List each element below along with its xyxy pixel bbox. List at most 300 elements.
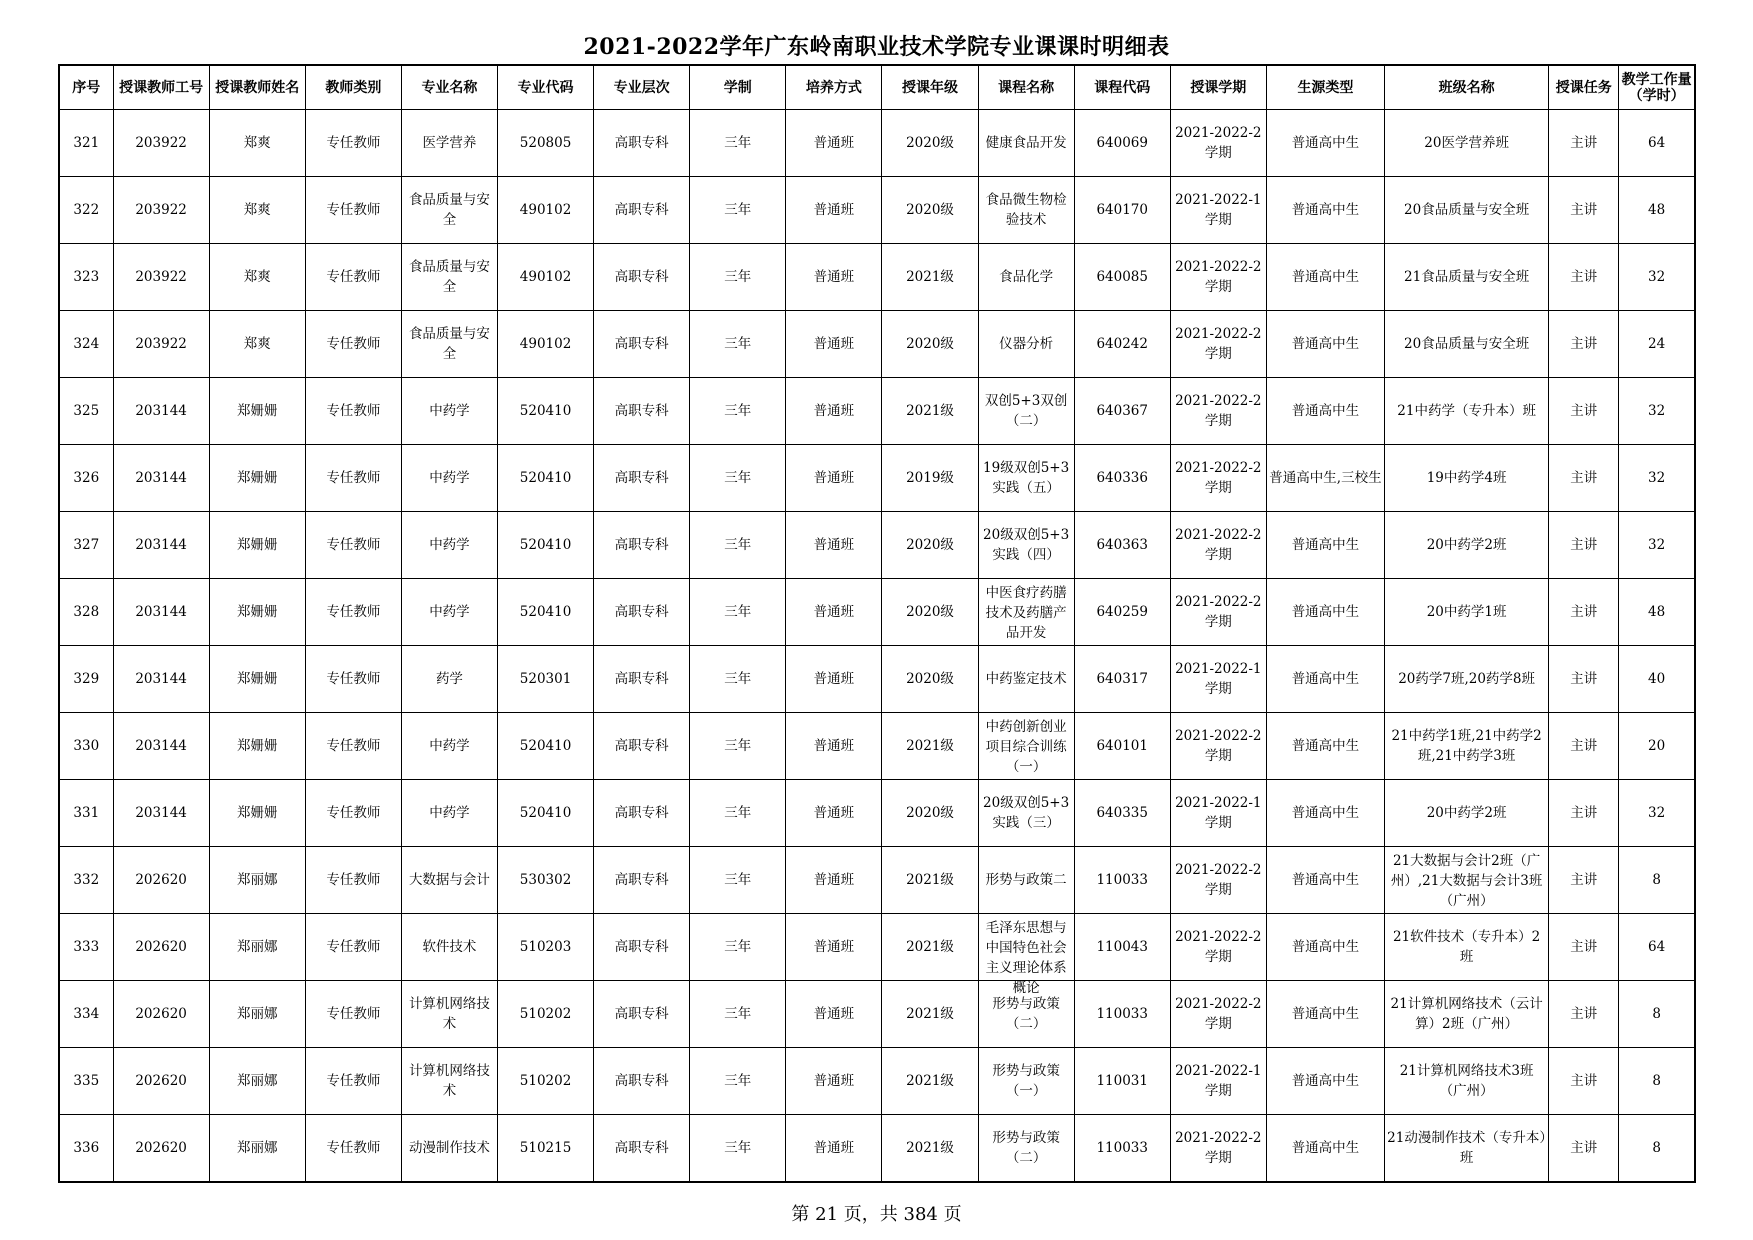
table-cell — [113, 1115, 209, 1183]
cell-text: 中药学 — [429, 604, 470, 620]
cell-text: 普通高中生 — [1291, 1073, 1360, 1089]
table-cell — [1266, 847, 1384, 914]
table-cell — [1385, 780, 1549, 847]
table-cell — [1266, 914, 1384, 981]
table-cell — [594, 1048, 690, 1115]
cell-text: 专任教师 — [326, 135, 381, 151]
cell-text: 普通高中生 — [1291, 604, 1360, 620]
table-row — [59, 914, 1695, 981]
column-header: 培养方式 — [786, 65, 882, 110]
cell-text: 20食品质量与安全班 — [1404, 336, 1530, 352]
table-cell — [978, 713, 1074, 780]
table-cell — [1619, 512, 1695, 579]
cell-text: 2020级 — [906, 805, 954, 821]
cell-text: 普通班 — [813, 403, 855, 419]
table-cell — [305, 311, 401, 378]
cell-text: 640085 — [1096, 269, 1148, 285]
cell-text: 专任教师 — [326, 1006, 381, 1022]
cell-text: 普通班 — [813, 336, 855, 352]
table-cell — [786, 445, 882, 512]
table-cell — [1619, 1048, 1695, 1115]
cell-text: 专任教师 — [326, 939, 381, 955]
cell-text: 郑丽娜 — [236, 872, 278, 888]
cell-text: 三年 — [724, 805, 752, 821]
cell-text: 毛泽东思想与中国特色社会主义理论体系概论 — [985, 920, 1067, 996]
cell-text: 32 — [1648, 403, 1666, 419]
table-cell — [1619, 311, 1695, 378]
table-cell — [113, 177, 209, 244]
table-cell — [209, 445, 305, 512]
table-cell — [59, 646, 113, 713]
table-cell — [113, 914, 209, 981]
table-cell — [1074, 244, 1170, 311]
cell-text: 郑姗姗 — [236, 738, 278, 754]
table-cell — [1549, 713, 1619, 780]
cell-text: 专任教师 — [326, 269, 381, 285]
table-cell — [594, 445, 690, 512]
cell-text: 203144 — [135, 470, 187, 486]
table-cell — [401, 981, 497, 1048]
cell-text: 郑姗姗 — [236, 805, 278, 821]
table-cell — [1170, 981, 1266, 1048]
cell-text: 510202 — [519, 1073, 572, 1089]
cell-text: 医学营养 — [422, 135, 477, 151]
cell-text: 2019级 — [906, 470, 954, 486]
table-cell — [1170, 378, 1266, 445]
table-cell — [978, 445, 1074, 512]
table-cell — [1549, 512, 1619, 579]
cell-text: 2021-2022-2学期 — [1175, 594, 1262, 630]
table-cell — [786, 914, 882, 981]
table-cell — [1549, 378, 1619, 445]
cell-text: 专任教师 — [326, 1073, 381, 1089]
cell-text: 2021-2022-2学期 — [1175, 125, 1262, 161]
cell-text: 64 — [1648, 135, 1666, 151]
cell-text: 三年 — [724, 1006, 752, 1022]
cell-text: 普通高中生 — [1291, 671, 1360, 687]
column-header: 课程代码 — [1074, 65, 1170, 110]
table-cell — [1619, 244, 1695, 311]
cell-text: 普通班 — [813, 537, 855, 553]
table-cell — [690, 579, 786, 646]
cell-text: 中医食疗药膳技术及药膳产品开发 — [985, 585, 1067, 641]
table-cell — [498, 579, 594, 646]
cell-text: 高职专科 — [614, 805, 669, 821]
cell-text: 主讲 — [1570, 135, 1598, 151]
cell-text: 2021-2022-2学期 — [1175, 996, 1262, 1032]
table-cell — [1619, 445, 1695, 512]
table-cell — [401, 847, 497, 914]
table-cell — [786, 177, 882, 244]
table-cell — [882, 847, 978, 914]
table-cell — [690, 713, 786, 780]
table-cell — [978, 646, 1074, 713]
table-cell — [113, 512, 209, 579]
table-cell — [498, 512, 594, 579]
cell-text: 郑姗姗 — [236, 604, 278, 620]
table-cell — [209, 780, 305, 847]
cell-text: 三年 — [724, 537, 752, 553]
table-cell — [978, 512, 1074, 579]
cell-text: 2021-2022-2学期 — [1175, 862, 1262, 898]
cell-text: 2021-2022-1学期 — [1175, 192, 1262, 228]
table-cell — [1549, 847, 1619, 914]
table-cell — [498, 780, 594, 847]
cell-text: 2021级 — [906, 738, 954, 754]
cell-text: 主讲 — [1570, 738, 1598, 754]
table-cell — [498, 1048, 594, 1115]
table-cell — [786, 110, 882, 177]
table-cell — [305, 512, 401, 579]
cell-text: 形势与政策二 — [985, 872, 1067, 888]
table-cell — [1619, 579, 1695, 646]
table-cell — [786, 378, 882, 445]
table-cell — [594, 110, 690, 177]
cell-text: 三年 — [724, 269, 752, 285]
cell-text: 计算机网络技术 — [408, 1063, 490, 1099]
cell-text: 高职专科 — [614, 604, 669, 620]
cell-text: 专任教师 — [326, 537, 381, 553]
cell-text: 三年 — [724, 738, 752, 754]
cell-text: 普通班 — [813, 671, 855, 687]
table-cell — [882, 1048, 978, 1115]
cell-text: 主讲 — [1570, 939, 1598, 955]
table-cell — [1549, 579, 1619, 646]
table-cell — [59, 378, 113, 445]
cell-text: 普通高中生 — [1291, 135, 1360, 151]
cell-text: 21计算机网络技术（云计算）2班（广州） — [1390, 996, 1543, 1032]
table-cell — [594, 512, 690, 579]
column-header: 授课教师工号 — [113, 65, 209, 110]
table-cell — [882, 177, 978, 244]
cell-text: 640259 — [1096, 604, 1148, 620]
cell-text: 21动漫制作技术（专升本）班 — [1387, 1130, 1547, 1166]
table-cell — [1266, 1048, 1384, 1115]
cell-text: 640069 — [1096, 135, 1148, 151]
table-row — [59, 244, 1695, 311]
cell-text: 主讲 — [1570, 336, 1598, 352]
table-cell — [882, 1115, 978, 1183]
cell-text: 2021级 — [906, 269, 954, 285]
cell-text: 2020级 — [906, 671, 954, 687]
cell-text: 主讲 — [1570, 403, 1598, 419]
cell-text: 32 — [1648, 470, 1666, 486]
cell-text: 主讲 — [1570, 1140, 1598, 1156]
cell-text: 202620 — [135, 1006, 187, 1022]
table-cell — [305, 1115, 401, 1183]
cell-text: 20中药学2班 — [1426, 537, 1507, 553]
cell-text: 郑姗姗 — [236, 470, 278, 486]
cell-text: 203922 — [135, 135, 187, 151]
cell-text: 21中药学1班,21中药学2班,21中药学3班 — [1391, 728, 1542, 764]
table-cell — [1074, 110, 1170, 177]
table-cell — [401, 311, 497, 378]
table-cell — [1385, 1048, 1549, 1115]
cell-text: 332 — [73, 872, 100, 888]
cell-text: 普通班 — [813, 269, 855, 285]
cell-text: 490102 — [519, 336, 572, 352]
cell-text: 食品质量与安全 — [408, 259, 490, 295]
column-header: 教学工作量（学时） — [1619, 65, 1695, 110]
cell-text: 中药学 — [429, 738, 470, 754]
cell-text: 2021-2022-2学期 — [1175, 728, 1262, 764]
table-cell — [209, 177, 305, 244]
table-cell — [209, 378, 305, 445]
cell-text: 专任教师 — [326, 336, 381, 352]
table-cell — [209, 244, 305, 311]
cell-text: 普通高中生 — [1291, 805, 1360, 821]
table-cell — [209, 646, 305, 713]
cell-text: 2020级 — [906, 604, 954, 620]
cell-text: 2021-2022-2学期 — [1175, 393, 1262, 429]
table-cell — [1385, 579, 1549, 646]
cell-text: 202620 — [135, 1140, 187, 1156]
cell-text: 主讲 — [1570, 1006, 1598, 1022]
table-row — [59, 780, 1695, 847]
table-cell — [1266, 579, 1384, 646]
table-cell — [690, 1048, 786, 1115]
table-cell — [59, 1115, 113, 1183]
table-cell — [882, 244, 978, 311]
cell-text: 计算机网络技术 — [408, 996, 490, 1032]
cell-text: 203922 — [135, 336, 187, 352]
cell-text: 327 — [73, 537, 100, 553]
cell-text: 食品化学 — [999, 269, 1054, 285]
table-cell — [882, 445, 978, 512]
cell-text: 2020级 — [906, 135, 954, 151]
column-header: 教师类别 — [305, 65, 401, 110]
cell-text: 520410 — [519, 470, 572, 486]
table-cell — [305, 579, 401, 646]
cell-text: 490102 — [519, 269, 572, 285]
cell-text: 321 — [73, 135, 100, 151]
cell-text: 普通高中生 — [1291, 1006, 1360, 1022]
table-cell — [786, 1115, 882, 1183]
table-cell — [690, 914, 786, 981]
cell-text: 323 — [73, 269, 100, 285]
cell-text: 48 — [1648, 604, 1666, 620]
cell-text: 郑丽娜 — [236, 1006, 278, 1022]
table-cell — [1266, 512, 1384, 579]
table-row — [59, 378, 1695, 445]
cell-text: 主讲 — [1570, 604, 1598, 620]
cell-text: 20 — [1648, 738, 1666, 754]
table-row — [59, 579, 1695, 646]
cell-text: 2021-2022-2学期 — [1175, 527, 1262, 563]
table-cell — [882, 981, 978, 1048]
cell-text: 主讲 — [1570, 202, 1598, 218]
table-cell — [978, 1115, 1074, 1183]
table-cell — [594, 780, 690, 847]
table-cell — [978, 847, 1074, 914]
cell-text: 510215 — [519, 1140, 572, 1156]
table-cell — [401, 1048, 497, 1115]
cell-text: 郑丽娜 — [236, 1073, 278, 1089]
table-cell — [401, 646, 497, 713]
table-cell — [786, 847, 882, 914]
table-cell — [305, 177, 401, 244]
table-cell — [1074, 311, 1170, 378]
cell-text: 中药学 — [429, 470, 470, 486]
cell-text: 110033 — [1096, 1140, 1148, 1156]
cell-text: 326 — [73, 470, 100, 486]
table-cell — [594, 1115, 690, 1183]
table-cell — [690, 244, 786, 311]
cell-text: 药学 — [435, 671, 463, 687]
table-cell — [1549, 1048, 1619, 1115]
table-cell — [1549, 981, 1619, 1048]
table-cell — [1074, 713, 1170, 780]
cell-text: 郑丽娜 — [236, 939, 278, 955]
table-cell — [113, 110, 209, 177]
cell-text: 334 — [73, 1006, 100, 1022]
cell-text: 专任教师 — [326, 738, 381, 754]
table-cell — [978, 177, 1074, 244]
table-cell — [594, 579, 690, 646]
cell-text: 2021-2022-1学期 — [1175, 1063, 1262, 1099]
cell-text: 2020级 — [906, 202, 954, 218]
cell-text: 普通班 — [813, 1006, 855, 1022]
table-cell — [786, 646, 882, 713]
table-cell — [978, 780, 1074, 847]
table-cell — [690, 780, 786, 847]
cell-text: 主讲 — [1570, 470, 1598, 486]
table-cell — [882, 780, 978, 847]
table-cell — [1170, 780, 1266, 847]
cell-text: 三年 — [724, 604, 752, 620]
table-cell — [59, 311, 113, 378]
table-cell — [401, 713, 497, 780]
table-cell — [1549, 445, 1619, 512]
cell-text: 主讲 — [1570, 537, 1598, 553]
table-cell — [401, 244, 497, 311]
cell-text: 三年 — [724, 1140, 752, 1156]
cell-text: 640242 — [1096, 336, 1148, 352]
cell-text: 双创5+3双创（二） — [984, 393, 1068, 429]
cell-text: 8 — [1652, 1140, 1661, 1156]
cell-text: 高职专科 — [614, 202, 669, 218]
table-cell — [498, 177, 594, 244]
table-cell — [594, 177, 690, 244]
table-cell — [59, 512, 113, 579]
cell-text: 郑姗姗 — [236, 403, 278, 419]
cell-text: 普通高中生 — [1291, 269, 1360, 285]
table-cell — [1170, 1048, 1266, 1115]
table-cell — [882, 110, 978, 177]
table-row — [59, 311, 1695, 378]
cell-text: 510203 — [519, 939, 572, 955]
column-header: 授课教师姓名 — [209, 65, 305, 110]
cell-text: 普通班 — [813, 1073, 855, 1089]
table-cell — [594, 713, 690, 780]
table-cell — [1385, 713, 1549, 780]
cell-text: 主讲 — [1570, 805, 1598, 821]
cell-text: 普通高中生 — [1291, 872, 1360, 888]
cell-text: 333 — [73, 939, 100, 955]
cell-text: 普通高中生,三校生 — [1269, 470, 1382, 486]
cell-text: 普通高中生 — [1291, 336, 1360, 352]
table-row — [59, 445, 1695, 512]
table-cell — [401, 177, 497, 244]
table-cell — [1385, 646, 1549, 713]
table-cell — [978, 244, 1074, 311]
table-cell — [401, 914, 497, 981]
cell-text: 中药创新创业项目综合训练（一） — [985, 719, 1067, 775]
cell-text: 食品质量与安全 — [408, 326, 490, 362]
table-cell — [1170, 1115, 1266, 1183]
table-cell — [1619, 713, 1695, 780]
cell-text: 336 — [73, 1140, 100, 1156]
cell-text: 高职专科 — [614, 403, 669, 419]
cell-text: 203144 — [135, 403, 187, 419]
table-cell — [401, 1115, 497, 1183]
table-cell — [113, 713, 209, 780]
column-header: 序号 — [59, 65, 113, 110]
table-cell — [59, 110, 113, 177]
table-cell — [1266, 311, 1384, 378]
table-cell — [498, 1115, 594, 1183]
cell-text: 203144 — [135, 805, 187, 821]
table-cell — [690, 646, 786, 713]
table-cell — [113, 244, 209, 311]
cell-text: 2020级 — [906, 537, 954, 553]
cell-text: 形势与政策（二） — [992, 1130, 1060, 1166]
table-cell — [1549, 311, 1619, 378]
table-cell — [305, 244, 401, 311]
table-cell — [978, 1048, 1074, 1115]
cell-text: 490102 — [519, 202, 572, 218]
cell-text: 2021级 — [906, 1006, 954, 1022]
table-cell — [401, 512, 497, 579]
cell-text: 8 — [1652, 872, 1661, 888]
table-cell — [1619, 981, 1695, 1048]
column-header: 授课任务 — [1549, 65, 1619, 110]
table-cell — [1549, 646, 1619, 713]
table-cell — [1170, 713, 1266, 780]
table-cell — [1074, 1048, 1170, 1115]
table-cell — [1170, 177, 1266, 244]
table-cell — [1074, 646, 1170, 713]
cell-text: 食品微生物检验技术 — [985, 192, 1067, 228]
table-cell — [594, 847, 690, 914]
cell-text: 328 — [73, 604, 100, 620]
table-cell — [113, 847, 209, 914]
column-header: 学制 — [690, 65, 786, 110]
table-cell — [59, 244, 113, 311]
table-cell — [1170, 311, 1266, 378]
table-row — [59, 646, 1695, 713]
table-cell — [1385, 311, 1549, 378]
table-cell — [1385, 110, 1549, 177]
table-cell — [786, 579, 882, 646]
table-cell — [1170, 445, 1266, 512]
table-row — [59, 713, 1695, 780]
table-cell — [1170, 579, 1266, 646]
cell-text: 640363 — [1096, 537, 1148, 553]
column-header: 班级名称 — [1385, 65, 1549, 110]
table-cell — [305, 713, 401, 780]
cell-text: 2021-2022-2学期 — [1175, 929, 1262, 965]
table-cell — [59, 445, 113, 512]
cell-text: 203144 — [135, 604, 187, 620]
cell-text: 110033 — [1096, 872, 1148, 888]
table-cell — [498, 110, 594, 177]
cell-text: 2021级 — [906, 1140, 954, 1156]
table-row — [59, 177, 1695, 244]
cell-text: 520410 — [519, 403, 572, 419]
table-cell — [786, 780, 882, 847]
cell-text: 2021级 — [906, 403, 954, 419]
